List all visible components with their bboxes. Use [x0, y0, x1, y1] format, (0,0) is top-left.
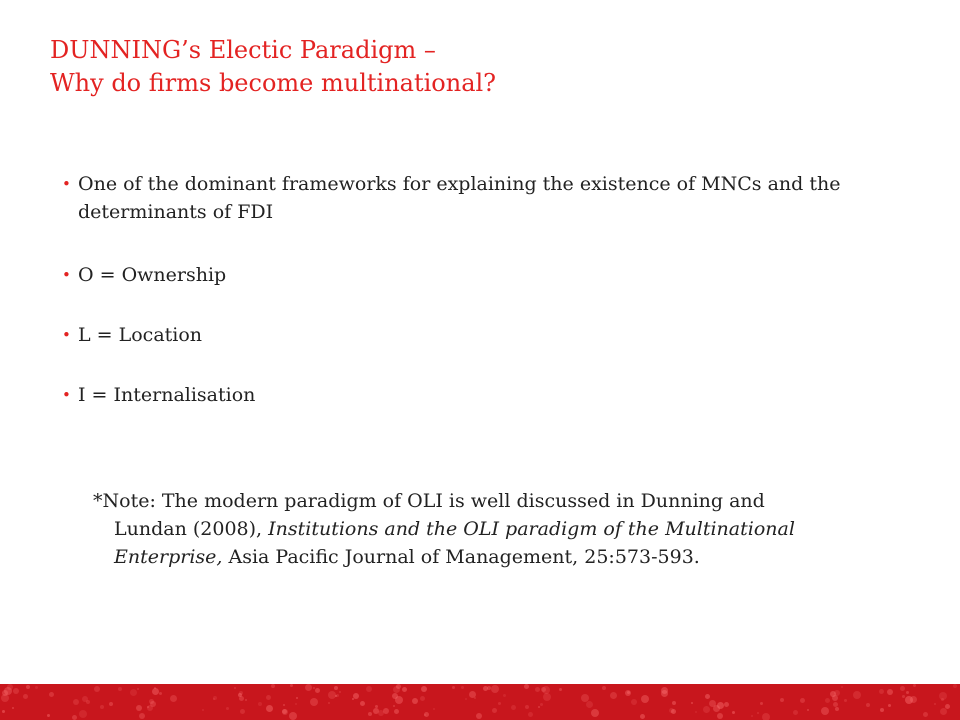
footer-speck: [762, 713, 770, 720]
footer-speck: [339, 691, 341, 693]
note-line-1: *Note: The modern paradigm of OLI is well discussed in Dunning and: [93, 490, 765, 512]
footer-speck: [290, 684, 293, 687]
footer-speck: [394, 709, 399, 714]
bullet-item-location: [62, 321, 202, 349]
footer-speck: [366, 686, 372, 692]
footer-speck: [888, 704, 891, 707]
footer-speck: [378, 710, 384, 716]
footer-speck: [732, 711, 735, 714]
footer-speck: [393, 705, 395, 707]
footer-speck: [395, 696, 403, 704]
footer-speck: [213, 696, 217, 700]
footer-speck: [295, 703, 297, 705]
footer-speck: [283, 704, 285, 706]
footer-speck: [360, 701, 365, 706]
footer-speck: [72, 715, 77, 720]
footer-speck: [672, 701, 676, 705]
footer-speck: [465, 698, 467, 700]
footer-speck: [586, 701, 593, 708]
footer-decorative-band: [0, 684, 960, 720]
footer-speck: [109, 702, 113, 706]
footer-speck: [793, 710, 798, 715]
footer-speck: [86, 700, 90, 704]
footer-speck: [476, 713, 482, 719]
footer-speck: [73, 699, 79, 705]
footer-speck: [226, 707, 229, 710]
footer-speck: [559, 688, 562, 691]
footer-speck: [853, 691, 861, 699]
footer-speck: [461, 686, 464, 689]
footer-speck: [866, 703, 870, 707]
footer-speck: [2, 710, 5, 713]
footer-speck: [245, 699, 247, 701]
slide-title: [50, 34, 910, 100]
bullet-text: L = Location: [78, 324, 203, 346]
footer-speck: [525, 705, 529, 709]
footer-speck: [313, 687, 315, 689]
footer-speck: [695, 711, 697, 713]
footer-speck: [35, 686, 38, 689]
footer-speck: [487, 686, 491, 690]
footer-speck: [266, 705, 273, 712]
footer-speck: [821, 707, 829, 715]
footer-speck: [305, 684, 312, 691]
footer-speck: [691, 702, 693, 704]
footer-speck: [424, 712, 429, 717]
footer-speck: [511, 705, 516, 710]
footer-speck: [296, 697, 298, 699]
footer-speck: [524, 684, 529, 689]
title-line-1: DUNNING’s Electic Paradigm –: [50, 36, 436, 64]
footer-speck: [353, 693, 359, 699]
footer-speck: [202, 709, 204, 711]
title-line-2: Why do firms become multinational?: [50, 69, 497, 97]
footer-speck: [661, 687, 668, 694]
footer-speck: [47, 714, 50, 717]
footer-speck: [780, 698, 784, 702]
footer-speck: [625, 690, 631, 696]
footer-speck: [724, 702, 729, 707]
footer-speck: [393, 686, 400, 693]
footer-speck: [152, 688, 159, 695]
footer-speck: [368, 712, 372, 716]
footer-speck: [887, 689, 893, 695]
footer-speck: [328, 702, 330, 704]
footer-speck: [602, 686, 606, 690]
note-citation: Lundan (2008),: [114, 518, 269, 540]
footer-speck: [751, 715, 753, 717]
footer-speck: [528, 712, 533, 717]
footer-speck: [913, 684, 916, 687]
footer-speck: [543, 693, 551, 701]
footer-speck: [147, 705, 153, 711]
footer-speck: [705, 694, 710, 699]
footer-speck: [879, 689, 884, 694]
footer-speck: [631, 699, 637, 705]
footer-speck: [100, 705, 104, 709]
footer-speck: [282, 709, 287, 714]
footer-speck: [118, 687, 122, 691]
bullet-icon: •: [62, 266, 71, 284]
bullet-icon: •: [62, 175, 71, 193]
footer-speck: [289, 712, 297, 720]
footer-speck: [433, 708, 435, 710]
footer-speck: [713, 705, 720, 712]
footer-speck: [910, 696, 917, 703]
footer-speck: [541, 687, 546, 692]
footer-speck: [79, 710, 87, 718]
footer-speck: [474, 697, 476, 699]
footer-speck: [26, 685, 30, 689]
note-line-3: [93, 543, 853, 571]
footer-speck: [953, 684, 957, 688]
footer-speck: [498, 702, 501, 705]
footer-speck: [335, 695, 337, 697]
footer-speck: [421, 686, 427, 692]
footer-speck: [703, 706, 710, 713]
footer-speck: [13, 688, 19, 694]
footer-speck: [757, 712, 759, 714]
footer-speck: [170, 695, 177, 702]
footer-speck: [807, 709, 809, 711]
note-line-2: [93, 515, 853, 543]
footer-speck: [880, 708, 884, 712]
footer-speck: [315, 688, 320, 693]
footer-speck: [258, 702, 262, 706]
footer-speck: [271, 684, 275, 688]
footer-speck: [669, 708, 674, 713]
note-article-title: Institutions and the OLI paradigm of the Multinational: [268, 518, 795, 540]
footer-speck: [844, 699, 847, 702]
footer-speck: [610, 692, 617, 699]
footer-speck: [130, 689, 137, 696]
footer-speck: [835, 707, 839, 711]
footer-speck: [841, 686, 843, 688]
bullet-item-ownership: [62, 261, 226, 289]
footer-speck: [239, 691, 243, 695]
footer-speck: [900, 686, 905, 691]
footer-speck: [136, 705, 142, 711]
footer-speck: [310, 698, 318, 706]
footer-speck: [641, 695, 649, 703]
bullet-text: O = Ownership: [78, 264, 227, 286]
reference-note: [93, 487, 853, 571]
footer-speck: [266, 695, 271, 700]
footer-speck: [149, 699, 154, 704]
footer-speck: [902, 695, 905, 698]
footer-speck: [402, 687, 407, 692]
note-journal: Asia Pacific Journal of Management, 25:573-593.: [222, 546, 700, 568]
footer-speck: [240, 709, 245, 714]
bullet-text: One of the dominant frameworks for explaining the existence of MNCs and the determinants of FDI: [78, 173, 841, 223]
footer-speck: [800, 698, 805, 703]
footer-speck: [934, 703, 936, 705]
footer-speck: [923, 712, 928, 717]
footer-speck: [760, 702, 763, 705]
footer-speck: [834, 690, 840, 696]
bullet-icon: •: [62, 386, 71, 404]
footer-speck: [452, 686, 455, 689]
bullet-item-frameworks: [62, 170, 888, 226]
bullet-icon: •: [62, 326, 71, 344]
footer-speck: [940, 708, 947, 715]
footer-speck: [2, 690, 8, 696]
footer-speck: [12, 707, 14, 709]
footer-speck: [538, 706, 540, 708]
bullet-item-internalisation: [62, 381, 255, 409]
footer-speck: [503, 694, 506, 697]
footer-speck: [49, 692, 54, 697]
footer-speck: [234, 687, 236, 689]
footer-speck: [535, 687, 540, 692]
footer-speck: [939, 692, 947, 700]
footer-speck: [139, 713, 145, 719]
footer-speck: [591, 709, 599, 717]
footer-speck: [23, 694, 28, 699]
footer-speck: [159, 692, 162, 695]
note-article-title-end: Enterprise,: [114, 546, 223, 568]
footer-speck: [540, 703, 543, 706]
footer-speck: [640, 714, 645, 719]
bullet-text: I = Internalisation: [78, 384, 256, 406]
footer-speck: [412, 698, 418, 704]
footer-speck: [825, 698, 830, 703]
footer-speck: [137, 688, 139, 690]
footer-speck: [906, 691, 909, 694]
footer-speck: [717, 713, 723, 719]
footer-speck: [492, 708, 497, 713]
footer-speck: [491, 685, 499, 693]
footer-speck: [94, 686, 100, 692]
footer-speck: [420, 696, 425, 701]
footer-speck: [334, 686, 338, 690]
